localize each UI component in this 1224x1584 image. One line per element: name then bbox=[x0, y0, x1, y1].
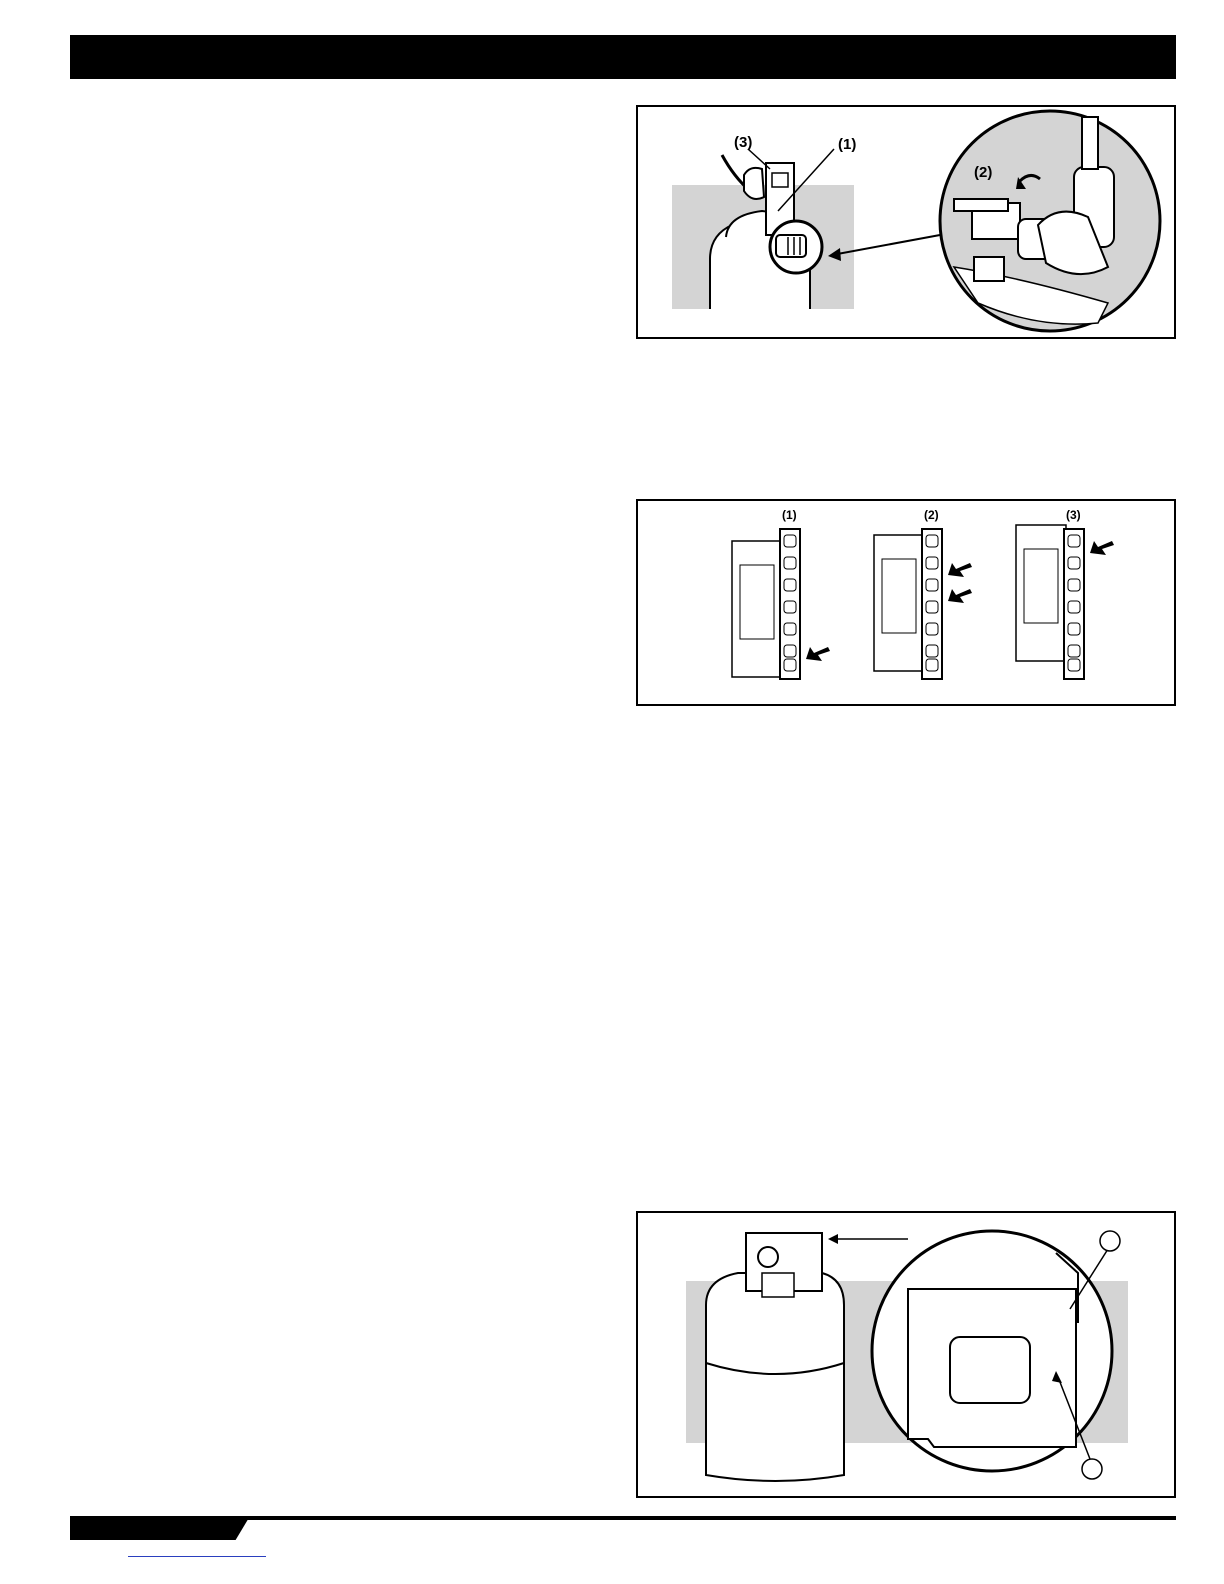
callout-1-label: (1) bbox=[838, 136, 857, 153]
level-arrow-icon bbox=[1090, 541, 1114, 555]
callout-3-leader bbox=[748, 149, 770, 169]
regulator-hose bbox=[1082, 117, 1098, 169]
plate-window bbox=[1024, 549, 1058, 623]
regulator-window bbox=[772, 173, 788, 187]
cylinder-body bbox=[706, 1273, 844, 1481]
callout-bottom-circle bbox=[1082, 1459, 1102, 1479]
level-arrow-icon bbox=[948, 589, 972, 603]
label-magnifier bbox=[872, 1231, 1112, 1471]
header-bar bbox=[70, 35, 1176, 79]
scale-position-2 bbox=[874, 508, 972, 679]
valve-handwheel bbox=[954, 199, 1008, 211]
label-tag bbox=[762, 1273, 794, 1297]
callout-bottom bbox=[1082, 1459, 1102, 1479]
detail-arrowhead bbox=[828, 1234, 838, 1244]
callout-top-circle bbox=[1100, 1231, 1120, 1251]
callout-3-label: (3) bbox=[734, 134, 753, 151]
fuel-scale-illustration bbox=[638, 501, 1174, 704]
footer-tab bbox=[70, 1516, 250, 1540]
scale-1-label: (1) bbox=[782, 508, 797, 522]
level-arrow-icon bbox=[948, 563, 972, 577]
scale-position-1 bbox=[732, 508, 830, 679]
scale-3-label: (3) bbox=[1066, 508, 1081, 522]
callout-top bbox=[1100, 1231, 1120, 1251]
level-arrow-icon bbox=[806, 647, 830, 661]
label-window bbox=[950, 1337, 1030, 1403]
scale-position-3 bbox=[1016, 508, 1114, 679]
figure-cylinder-label bbox=[636, 1211, 1176, 1498]
valve-base bbox=[974, 257, 1004, 281]
figure-fuel-scale bbox=[636, 499, 1176, 706]
coupling-nut bbox=[776, 235, 806, 257]
callout-2-label: (2) bbox=[974, 164, 993, 181]
figure-cylinder-connection bbox=[636, 105, 1176, 339]
valve-icon bbox=[758, 1247, 778, 1267]
scale-2-label: (2) bbox=[924, 508, 939, 522]
footer-link[interactable] bbox=[128, 1556, 266, 1557]
plate-window bbox=[882, 559, 916, 633]
plate-window bbox=[740, 565, 774, 639]
dust-cap bbox=[744, 168, 764, 199]
cylinder-label-illustration bbox=[638, 1213, 1174, 1496]
detail-magnifier bbox=[940, 111, 1160, 331]
cylinder-connection-illustration bbox=[638, 107, 1174, 337]
